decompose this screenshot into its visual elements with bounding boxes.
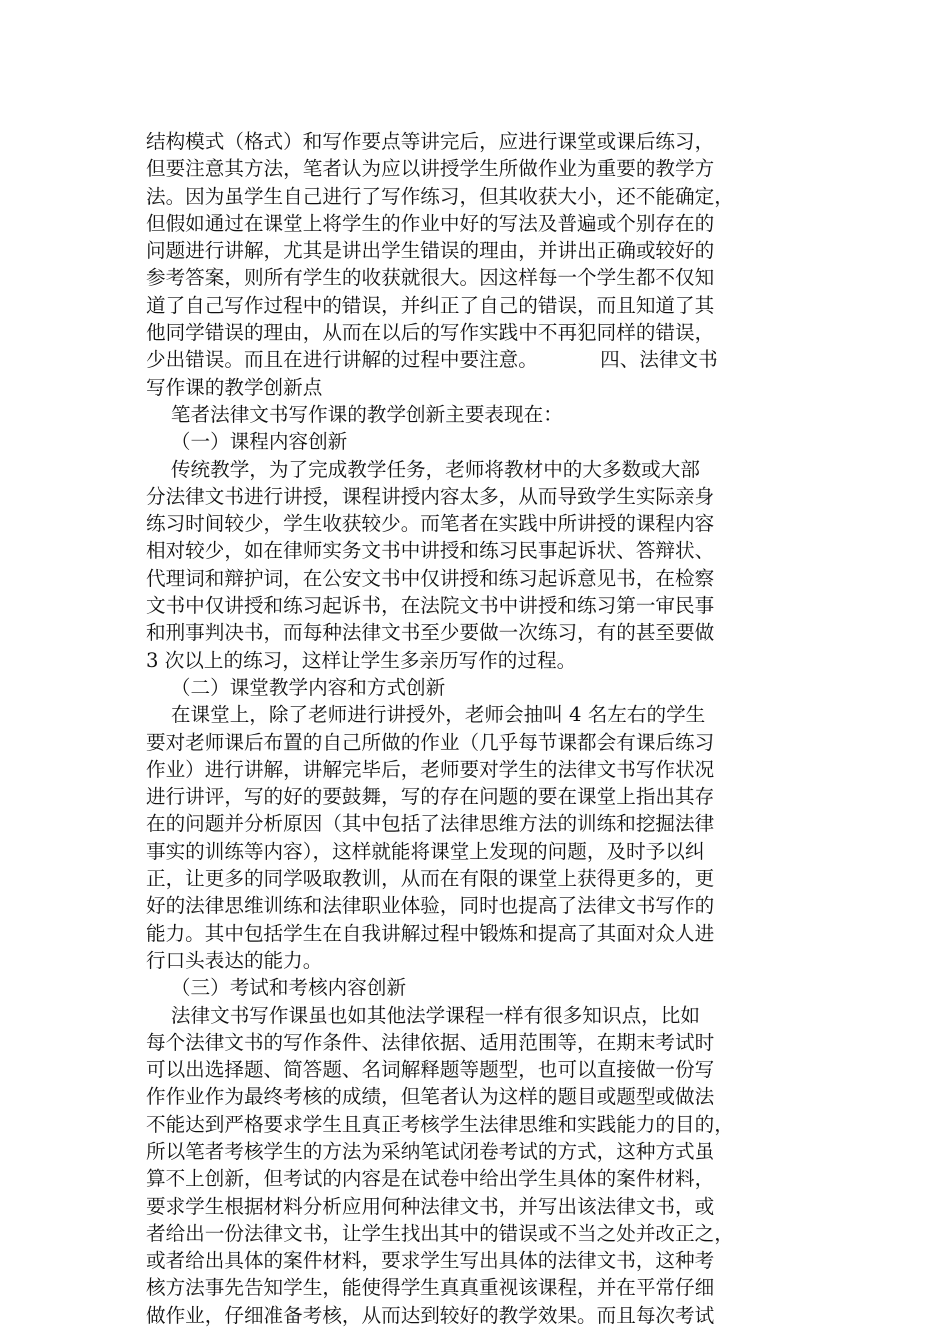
text-line: 他同学错误的理由，从而在以后的写作实践中不再犯同样的错误， — [146, 321, 715, 345]
text-line: 结构模式（格式）和写作要点等讲完后，应进行课堂或课后练习， — [146, 130, 715, 153]
text-line: 问题进行讲解，尤其是讲出学生错误的理由，并讲出正确或较好的 — [146, 239, 715, 263]
text-line: 行口头表达的能力。 — [146, 948, 323, 972]
text-line: 法。因为虽学生自己进行了写作练习，但其收获大小，还不能确定， — [146, 184, 734, 208]
text-line: 可以出选择题、简答题、名词解释题等题型，也可以直接做一份写 — [146, 1058, 715, 1082]
text-line: 进行讲评，写的好的要鼓舞，写的存在问题的要在课堂上指出其存 — [146, 785, 715, 809]
text-line: 算不上创新，但考试的内容是在试卷中给出学生具体的案件材料， — [146, 1167, 715, 1191]
text-line: 3 次以上的练习，这样让学生多亲历写作的过程。 — [146, 648, 577, 672]
text-line: 和刑事判决书，而每种法律文书至少要做一次练习，有的甚至要做 — [146, 621, 715, 645]
section-heading-line: 写作课的教学创新点 — [146, 375, 323, 399]
text-line: 事实的训练等内容），这样就能将课堂上发现的问题，及时予以纠 — [146, 839, 705, 863]
text-line: 能力。其中包括学生在自我讲解过程中锻炼和提高了其面对众人进 — [146, 921, 715, 945]
text-line: 做作业，仔细准备考核，从而达到较好的教学效果。而且每次考试 — [146, 1303, 715, 1327]
text-line: 传统教学，为了完成教学任务，老师将教材中的大多数或大部 — [146, 457, 700, 481]
text-line: 笔者法律文书写作课的教学创新主要表现在： — [146, 402, 563, 426]
text-line: 核方法事先告知学生，能使得学生真真重视该课程，并在平常仔细 — [146, 1276, 715, 1300]
text-line: 要求学生根据材料分析应用何种法律文书，并写出该法律文书，或 — [146, 1194, 715, 1218]
text-line: 法律文书写作课虽也如其他法学课程一样有很多知识点，比如 — [146, 1003, 700, 1027]
subsection-heading: （一）课程内容创新 — [146, 430, 348, 454]
text-line: 好的法律思维训练和法律职业体验，同时也提高了法律文书写作的 — [146, 894, 715, 918]
text-line: 作业）进行讲解，讲解完毕后，老师要对学生的法律文书写作状况 — [146, 757, 715, 781]
subsection-heading: （二）课堂教学内容和方式创新 — [146, 675, 446, 699]
text-line: 相对较少，如在律师实务文书中讲授和练习民事起诉状、答辩状、 — [146, 539, 715, 563]
text-line: 少出错误。而且在进行讲解的过程中要注意。 四、法律文书 — [146, 348, 718, 372]
text-line: 代理词和辩护词，在公安文书中仅讲授和练习起诉意见书，在检察 — [146, 566, 715, 590]
text-line: 每个法律文书的写作条件、法律依据、适用范围等，在期末考试时 — [146, 1030, 715, 1054]
text-line: 练习时间较少，学生收获较少。而笔者在实践中所讲授的课程内容 — [146, 512, 715, 536]
document-body — [146, 128, 806, 1329]
text-line: 在课堂上，除了老师进行讲授外，老师会抽叫 4 名左右的学生 — [146, 703, 706, 727]
text-line: 但假如通过在课堂上将学生的作业中好的写法及普遍或个别存在的 — [146, 211, 715, 235]
text-line: 要对老师课后布置的自己所做的作业（几乎每节课都会有课后练习 — [146, 730, 715, 754]
text-line: 正，让更多的同学吸取教训，从而在有限的课堂上获得更多的，更 — [146, 867, 715, 891]
subsection-heading: （三）考试和考核内容创新 — [146, 976, 407, 1000]
text-line: 在的问题并分析原因（其中包括了法律思维方法的训练和挖掘法律 — [146, 812, 715, 836]
text-line: 参考答案，则所有学生的收获就很大。因这样每一个学生都不仅知 — [146, 266, 715, 290]
text-line: 道了自己写作过程中的错误，并纠正了自己的错误，而且知道了其 — [146, 293, 715, 317]
text-line: 所以笔者考核学生的方法为采纳笔试闭卷考试的方式，这种方式虽 — [146, 1139, 715, 1163]
text-line: 作作业作为最终考核的成绩，但笔者认为这样的题目或题型或做法 — [146, 1085, 715, 1109]
text-line: 或者给出具体的案件材料，要求学生写出具体的法律文书，这种考 — [146, 1249, 715, 1273]
text-line: 但要注意其方法，笔者认为应以讲授学生所做作业为重要的教学方 — [146, 157, 715, 181]
text-line: 不能达到严格要求学生且真正考核学生法律思维和实践能力的目的， — [146, 1112, 734, 1136]
text-line: 者给出一份法律文书，让学生找出其中的错误或不当之处并改正之， — [146, 1221, 734, 1245]
text-line: 文书中仅讲授和练习起诉书，在法院文书中讲授和练习第一审民事 — [146, 594, 715, 618]
text-line: 分法律文书进行讲授，课程讲授内容太多，从而导致学生实际亲身 — [146, 484, 715, 508]
